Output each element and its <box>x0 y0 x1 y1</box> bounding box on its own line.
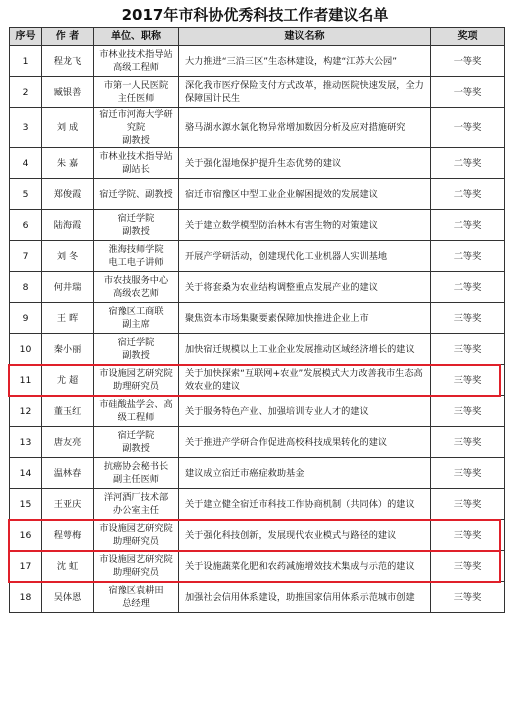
table-row <box>10 77 505 108</box>
unit-line: 淮海技师学院 <box>108 244 164 255</box>
unit-title <box>94 520 179 551</box>
unit-line: 洋河酒厂技术部 <box>103 492 169 503</box>
unit-line: 高级农艺师 <box>113 288 159 299</box>
header-award: 奖项 <box>431 28 505 46</box>
unit-line: 市设施园艺研究院 <box>99 368 173 379</box>
award-level: 三等奖 <box>431 551 505 582</box>
table-row <box>10 210 505 241</box>
row-number: 12 <box>10 396 42 427</box>
unit-line: 副主席 <box>122 319 150 330</box>
award-level: 三等奖 <box>431 303 505 334</box>
suggestion-name: 关于设施蔬菜化肥和农药减施增效技术集成与示范的建议 <box>179 551 431 582</box>
unit-line: 助理研究员 <box>113 381 159 392</box>
row-number: 16 <box>10 520 42 551</box>
unit-title <box>94 334 179 365</box>
unit-title <box>94 365 179 396</box>
table-header-row <box>10 28 505 46</box>
table-row <box>10 46 505 77</box>
unit-title <box>94 46 179 77</box>
suggestion-name: 聚焦资本市场集聚要素保障加快推进企业上市 <box>179 303 431 334</box>
row-number: 11 <box>10 365 42 396</box>
unit-title <box>94 77 179 108</box>
row-number: 8 <box>10 272 42 303</box>
row-number: 17 <box>10 551 42 582</box>
author-name: 董玉红 <box>42 396 94 427</box>
unit-line: 宿迁学院 <box>117 337 155 348</box>
unit-line: 市林业技术指导站 <box>99 151 173 162</box>
unit-line: 宿迁学院、副教授 <box>99 188 173 200</box>
unit-line: 市设施园艺研究院 <box>99 523 173 534</box>
award-level: 二等奖 <box>431 148 505 179</box>
suggestion-name: 关于推进产学研合作促进高校科技成果转化的建议 <box>179 427 431 458</box>
suggestion-name: 建议成立宿迁市癌症救助基金 <box>179 458 431 489</box>
author-name: 唐友亮 <box>42 427 94 458</box>
suggestion-name: 关于建立数学模型防治林木有害生物的对策建议 <box>179 210 431 241</box>
award-level: 二等奖 <box>431 272 505 303</box>
award-level: 一等奖 <box>431 108 505 148</box>
table-row <box>10 551 505 582</box>
author-name: 陆海霞 <box>42 210 94 241</box>
unit-line: 市林业技术指导站 <box>99 49 173 60</box>
author-name: 臧银善 <box>42 77 94 108</box>
unit-line: 市第一人民医院 <box>103 80 169 91</box>
suggestion-name: 加快宿迁规模以上工业企业发展推动区域经济增长的建议 <box>179 334 431 365</box>
table-row <box>10 458 505 489</box>
award-level: 二等奖 <box>431 241 505 272</box>
author-name: 刘 冬 <box>42 241 94 272</box>
table-row <box>10 334 505 365</box>
suggestion-name: 关于将套桑为农业结构调整重点发展产业的建议 <box>179 272 431 303</box>
table-row <box>10 179 505 210</box>
table-row <box>10 396 505 427</box>
author-name: 王 晖 <box>42 303 94 334</box>
unit-title <box>94 303 179 334</box>
author-name: 朱 嘉 <box>42 148 94 179</box>
header-author: 作 者 <box>42 28 94 46</box>
unit-line: 副教授 <box>122 443 150 454</box>
unit-title <box>94 272 179 303</box>
award-level: 一等奖 <box>431 46 505 77</box>
table-row <box>10 489 505 520</box>
table-row <box>10 303 505 334</box>
unit-title <box>94 108 179 148</box>
unit-line: 总经理 <box>122 598 150 609</box>
unit-line: 宿豫区袁耕田 <box>108 585 164 596</box>
header-no: 序号 <box>10 28 42 46</box>
unit-line: 市设施园艺研究院 <box>99 554 173 565</box>
author-name: 何井瑞 <box>42 272 94 303</box>
row-number: 9 <box>10 303 42 334</box>
unit-line: 市硅酸盐学会、高级工程师 <box>99 399 173 423</box>
table-row <box>10 241 505 272</box>
table-row <box>10 148 505 179</box>
suggestion-name: 深化我市医疗保险支付方式改革，推动医院快速发展，全力保障国计民生 <box>179 77 431 108</box>
table-row <box>10 427 505 458</box>
row-number: 15 <box>10 489 42 520</box>
author-name: 温林春 <box>42 458 94 489</box>
suggestion-name: 关于强化湿地保护提升生态优势的建议 <box>179 148 431 179</box>
header-suggestion: 建议名称 <box>179 28 431 46</box>
suggestion-name: 骆马湖水源水氯化物异常增加数因分析及应对措施研究 <box>179 108 431 148</box>
unit-line: 市农技服务中心 <box>103 275 169 286</box>
award-level: 一等奖 <box>431 77 505 108</box>
unit-line: 副教授 <box>122 350 150 361</box>
unit-title <box>94 210 179 241</box>
award-level: 三等奖 <box>431 582 505 613</box>
award-level: 二等奖 <box>431 210 505 241</box>
unit-line: 副教授 <box>122 135 150 146</box>
author-name: 尤 超 <box>42 365 94 396</box>
row-number: 13 <box>10 427 42 458</box>
row-number: 14 <box>10 458 42 489</box>
table-row <box>10 520 505 551</box>
unit-line: 电工电子讲师 <box>108 257 164 268</box>
award-level: 三等奖 <box>431 396 505 427</box>
author-name: 程萼梅 <box>42 520 94 551</box>
unit-line: 宿迁学院 <box>117 430 155 441</box>
unit-title <box>94 458 179 489</box>
suggestion-name: 关于加快探索“互联网+农业”发展模式大力改善我市生态高效农业的建议 <box>179 365 431 396</box>
suggestion-name: 大力推进“三沿三区”生态林建设，构建“江苏大公园” <box>179 46 431 77</box>
unit-line: 副站长 <box>122 164 150 175</box>
page-title: 2017年市科协优秀科技工作者建议名单 <box>121 6 389 24</box>
author-name: 刘 成 <box>42 108 94 148</box>
award-level: 三等奖 <box>431 365 505 396</box>
unit-line: 抗癌协会秘书长 <box>103 461 169 472</box>
row-number: 5 <box>10 179 42 210</box>
row-number: 10 <box>10 334 42 365</box>
header-unit: 单位、职称 <box>94 28 179 46</box>
unit-line: 办公室主任 <box>113 505 159 516</box>
award-level: 二等奖 <box>431 179 505 210</box>
unit-line: 副教授 <box>122 226 150 237</box>
suggestion-name: 开展产学研活动，创建现代化工业机器人实训基地 <box>179 241 431 272</box>
award-level: 三等奖 <box>431 427 505 458</box>
suggestion-name: 关于强化科技创新，发展现代农业模式与路径的建议 <box>179 520 431 551</box>
table-row <box>10 272 505 303</box>
author-name: 吴体恩 <box>42 582 94 613</box>
unit-line: 宿豫区工商联 <box>108 306 164 317</box>
unit-title <box>94 148 179 179</box>
unit-title <box>94 551 179 582</box>
suggestion-name: 关于服务特色产业、加强培训专业人才的建议 <box>179 396 431 427</box>
nominee-table <box>9 27 505 613</box>
table-row <box>10 365 505 396</box>
author-name: 秦小丽 <box>42 334 94 365</box>
unit-line: 助理研究员 <box>113 536 159 547</box>
table-body <box>10 46 505 613</box>
row-number: 3 <box>10 108 42 148</box>
unit-title <box>94 582 179 613</box>
table-row <box>10 582 505 613</box>
unit-title <box>94 396 179 427</box>
unit-line: 主任医师 <box>117 93 155 104</box>
author-name: 王亚庆 <box>42 489 94 520</box>
unit-title <box>94 241 179 272</box>
award-level: 三等奖 <box>431 489 505 520</box>
unit-title <box>94 489 179 520</box>
unit-line: 宿迁学院 <box>117 213 155 224</box>
author-name: 郑俊霞 <box>42 179 94 210</box>
unit-line: 助理研究员 <box>113 567 159 578</box>
suggestion-name: 关于建立健全宿迁市科技工作协商机制（共同体）的建议 <box>179 489 431 520</box>
award-level: 三等奖 <box>431 334 505 365</box>
row-number: 18 <box>10 582 42 613</box>
row-number: 1 <box>10 46 42 77</box>
author-name: 沈 虹 <box>42 551 94 582</box>
row-number: 2 <box>10 77 42 108</box>
suggestion-name: 宿迁市宿豫区中型工业企业解困提效的发展建议 <box>179 179 431 210</box>
unit-line: 高级工程师 <box>113 62 159 73</box>
table-row <box>10 108 505 148</box>
unit-line: 宿迁市河海大学研究院 <box>99 109 173 133</box>
award-level: 三等奖 <box>431 458 505 489</box>
unit-line: 副主任医师 <box>113 474 159 485</box>
suggestion-name: 加强社会信用体系建设，助推国家信用体系示范城市创建 <box>179 582 431 613</box>
row-number: 7 <box>10 241 42 272</box>
author-name: 程龙飞 <box>42 46 94 77</box>
row-number: 4 <box>10 148 42 179</box>
unit-title <box>94 179 179 210</box>
row-number: 6 <box>10 210 42 241</box>
award-level: 三等奖 <box>431 520 505 551</box>
unit-title <box>94 427 179 458</box>
